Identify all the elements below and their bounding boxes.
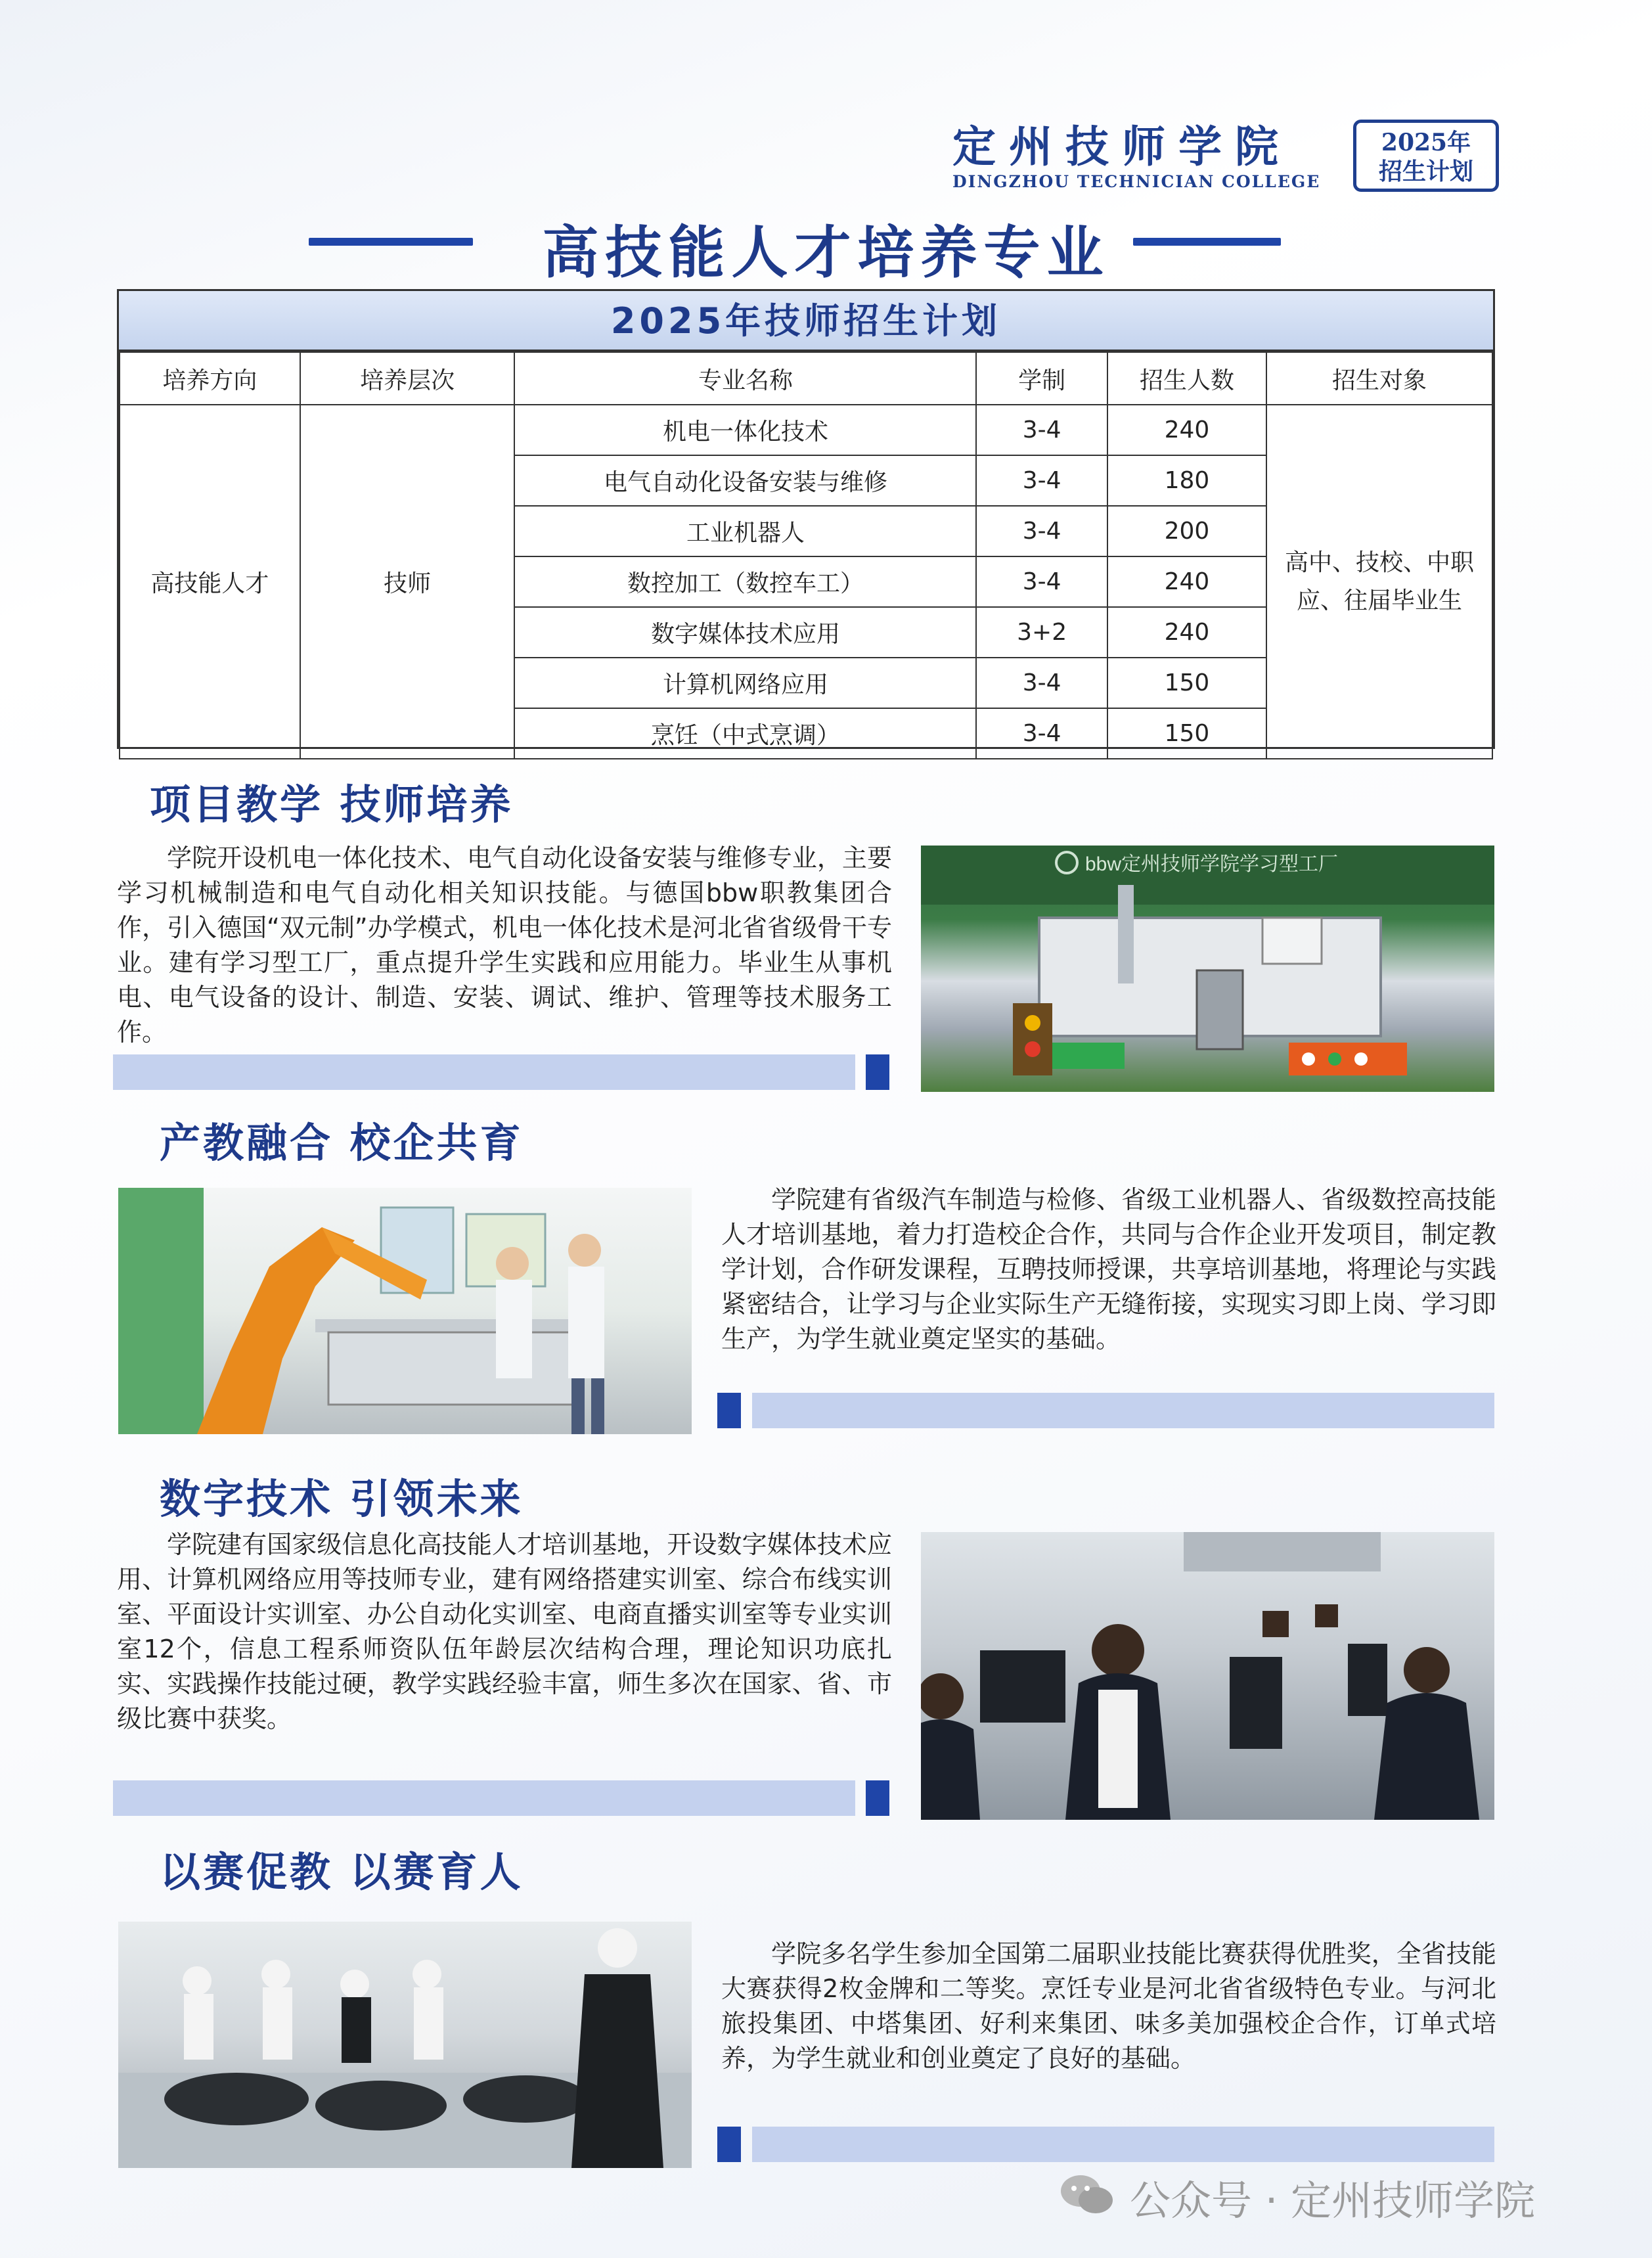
target-text: 高中、技校、中职应、往届毕业生 xyxy=(1285,549,1475,614)
col-header: 招生对象 xyxy=(1266,352,1492,405)
col-header: 招生人数 xyxy=(1107,352,1266,405)
section-title-competitions: 以赛促教 以赛育人 xyxy=(160,1848,524,1896)
wechat-icon xyxy=(1058,2171,1117,2217)
major-name-cell: 工业机器人 xyxy=(514,506,976,556)
major-name-cell: 机电一体化技术 xyxy=(514,405,976,455)
count-cell: 200 xyxy=(1107,506,1266,556)
cooking-class-photo xyxy=(118,1922,692,2168)
years-cell: 3-4 xyxy=(976,506,1107,556)
decor-bar xyxy=(113,1780,855,1816)
col-header: 培养层次 xyxy=(300,352,515,405)
col-header: 专业名称 xyxy=(514,352,976,405)
decor-bar-accent xyxy=(717,2127,741,2162)
count-cell: 150 xyxy=(1107,658,1266,708)
page-title: 高技能人才培养专业 xyxy=(542,220,1110,286)
major-name-cell: 烹饪（中式烹调） xyxy=(514,708,976,759)
years-cell: 3+2 xyxy=(976,607,1107,658)
college-name-en: DINGZHOU TECHNICIAN COLLEGE xyxy=(952,172,1321,191)
major-name-cell: 计算机网络应用 xyxy=(514,658,976,708)
years-cell: 3-4 xyxy=(976,556,1107,607)
computer-lab-illustration xyxy=(921,1532,1494,1820)
table-row xyxy=(120,405,1492,455)
decor-bar xyxy=(752,2127,1494,2162)
section-title-industry-education: 产教融合 校企共育 xyxy=(160,1119,524,1167)
count-cell: 150 xyxy=(1107,708,1266,759)
robot-arm-illustration xyxy=(118,1188,692,1434)
badge-year: 2025年 xyxy=(1381,129,1471,156)
major-name-cell: 数控加工（数控车工） xyxy=(514,556,976,607)
decor-bar-accent xyxy=(866,1780,889,1816)
col-header: 培养方向 xyxy=(120,352,300,405)
count-cell: 240 xyxy=(1107,405,1266,455)
decor-bar xyxy=(113,1054,855,1090)
count-cell: 180 xyxy=(1107,455,1266,506)
section-title-digital-tech: 数字技术 引领未来 xyxy=(160,1475,524,1523)
enrollment-plan-table xyxy=(117,289,1495,749)
college-name-cn: 定州技师学院 xyxy=(952,121,1291,172)
section-text-digital-tech: 学院建有国家级信息化高技能人才培训基地，开设数字媒体技术应用、计算机网络应用等技师专业，建有网络搭建实训室、综合布线实训室、平面设计实训室、办公自动化实训室、电商直播实训室等专业实训室12个，信息工程系师资队伍年龄层次结构合理，理论知识功底扎实、实践操作技能过硬，教学实践经验丰富，师生多次在国家、省、市级比赛中获奖。 xyxy=(117,1530,892,1733)
section-title-project-teaching: 项目教学 技师培养 xyxy=(150,780,514,828)
robot-training-photo xyxy=(118,1188,692,1434)
section-text-project-teaching: 学院开设机电一体化技术、电气自动化设备安装与维修专业，主要学习机械制造和电气自动化相关知识技能。与德国bbw职教集团合作，引入德国“双元制”办学模式，机电一体化技术是河北省省级骨干专业。建有学习型工厂，重点提升学生实践和应用能力。毕业生从事机电、电气设备的设计、制造、安装、调试、维护、管理等技术服务工作。 xyxy=(117,844,892,1047)
table-header-row xyxy=(120,352,1492,405)
factory-equipment-illustration xyxy=(921,846,1494,1092)
factory-sign-text: bbw定州技师学院学习型工厂 xyxy=(1085,853,1339,875)
section-text-industry-education: 学院建有省级汽车制造与检修、省级工业机器人、省级数控高技能人才培训基地，着力打造校企合作，共同与合作企业开发项目，制定教学计划，合作研发课程，互聘技师授课，共享培训基地，将理论与实践紧密结合，让学习与企业实际生产无缝衔接，实现实习即上岗、学习即生产，为学生就业奠定坚实的基础。 xyxy=(721,1185,1496,1353)
count-cell: 240 xyxy=(1107,607,1266,658)
count-cell: 240 xyxy=(1107,556,1266,607)
decor-bar-accent xyxy=(866,1054,889,1090)
years-cell: 3-4 xyxy=(976,658,1107,708)
major-name-cell: 电气自动化设备安装与维修 xyxy=(514,455,976,506)
table-title: 2025年技师招生计划 xyxy=(119,291,1493,351)
level-cell: 技师 xyxy=(300,405,515,759)
kitchen-illustration xyxy=(118,1922,692,2168)
computer-lab-photo xyxy=(921,1532,1494,1820)
target-cell xyxy=(1266,405,1492,759)
section-text-competitions: 学院多名学生参加全国第二届职业技能比赛获得优胜奖，全省技能大赛获得2枚金牌和二等奖。烹饪专业是河北省省级特色专业。与河北旅投集团、中塔集团、好利来集团、味多美加强校企合作，订单式培养，为学生就业和创业奠定了良好的基础。 xyxy=(721,1939,1496,2073)
years-cell: 3-4 xyxy=(976,405,1107,455)
col-header: 学制 xyxy=(976,352,1107,405)
direction-cell: 高技能人才 xyxy=(120,405,300,759)
decor-bar-accent xyxy=(717,1393,741,1428)
footer-watermark: 公众号 · 定州技师学院 xyxy=(1130,2177,1536,2224)
years-cell: 3-4 xyxy=(976,708,1107,759)
learning-factory-photo xyxy=(921,846,1494,1092)
major-name-cell: 数字媒体技术应用 xyxy=(514,607,976,658)
plan-badge xyxy=(1353,120,1499,192)
years-cell: 3-4 xyxy=(976,455,1107,506)
badge-label: 招生计划 xyxy=(1378,158,1473,185)
decor-bar xyxy=(752,1393,1494,1428)
